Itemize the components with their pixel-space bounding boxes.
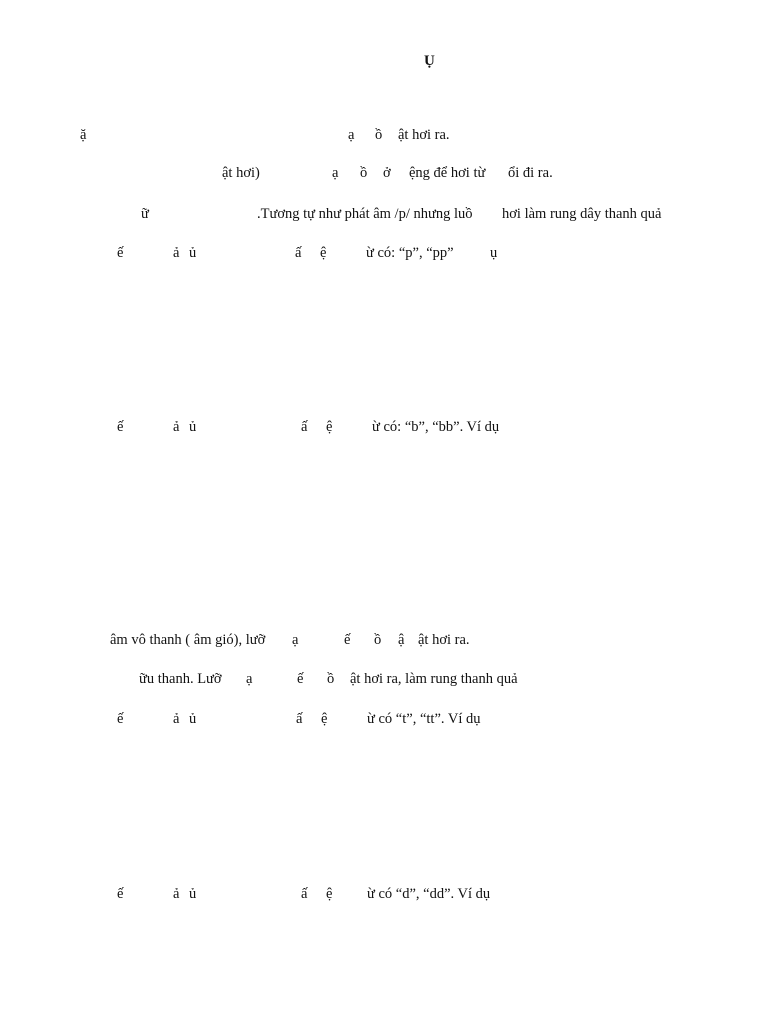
text-fragment: ở [383, 165, 391, 181]
text-fragment: .Tương tự như phát âm /p/ nhưng luồ [257, 206, 473, 222]
text-fragment: ấ [296, 711, 303, 727]
text-fragment: ừ có: “p”, “pp” [366, 245, 454, 261]
text-fragment: ủ [189, 711, 197, 727]
text-fragment: ạ [246, 671, 253, 687]
text-fragment: ật hơi ra, làm rung thanh quả [350, 671, 518, 687]
text-fragment: ữu thanh. Lưỡ [139, 671, 222, 687]
text-fragment: ữ [141, 206, 149, 222]
text-fragment: ệ [320, 245, 327, 261]
text-fragment: ồ [327, 671, 335, 687]
text-fragment: ả [173, 245, 180, 261]
text-fragment: ệ [326, 419, 333, 435]
text-fragment: ồ [374, 632, 382, 648]
text-fragment: ấ [301, 419, 308, 435]
text-fragment: ấ [295, 245, 302, 261]
text-fragment: ả [173, 711, 180, 727]
text-fragment: ệ [326, 886, 333, 902]
text-fragment: ế [344, 632, 351, 648]
text-fragment: ệng để hơi từ [409, 165, 486, 181]
text-fragment: ủ [189, 419, 197, 435]
text-fragment: ồ [375, 127, 383, 143]
text-fragment: ủ [189, 886, 197, 902]
text-fragment: ừ có “t”, “tt”. Ví dụ [367, 711, 481, 727]
text-fragment: ật hơi) [222, 165, 260, 181]
text-fragment: âm vô thanh ( âm gió), lưỡ [110, 632, 266, 648]
text-fragment: ả [173, 886, 180, 902]
page-title: Ụ [424, 53, 435, 69]
text-fragment: ế [297, 671, 304, 687]
text-fragment: ặ [80, 127, 87, 143]
text-fragment: ủ [189, 245, 197, 261]
text-fragment: ả [173, 419, 180, 435]
text-fragment: ậ [398, 632, 405, 648]
text-fragment: hơi làm rung dây thanh quả [502, 206, 662, 222]
text-fragment: ạ [332, 165, 339, 181]
text-fragment: ừ có “d”, “dd”. Ví dụ [367, 886, 491, 902]
text-fragment: ế [117, 245, 124, 261]
text-fragment: ổi đi ra. [508, 165, 553, 181]
text-fragment: ế [117, 886, 124, 902]
text-fragment: ật hơi ra. [398, 127, 450, 143]
text-fragment: ệ [321, 711, 328, 727]
text-fragment: ế [117, 419, 124, 435]
text-fragment: ấ [301, 886, 308, 902]
text-fragment: ạ [292, 632, 299, 648]
text-fragment: ạ [348, 127, 355, 143]
text-fragment: ồ [360, 165, 368, 181]
text-fragment: ế [117, 711, 124, 727]
text-fragment: ụ [490, 245, 498, 261]
text-fragment: ừ có: “b”, “bb”. Ví dụ [372, 419, 500, 435]
text-fragment: ật hơi ra. [418, 632, 470, 648]
